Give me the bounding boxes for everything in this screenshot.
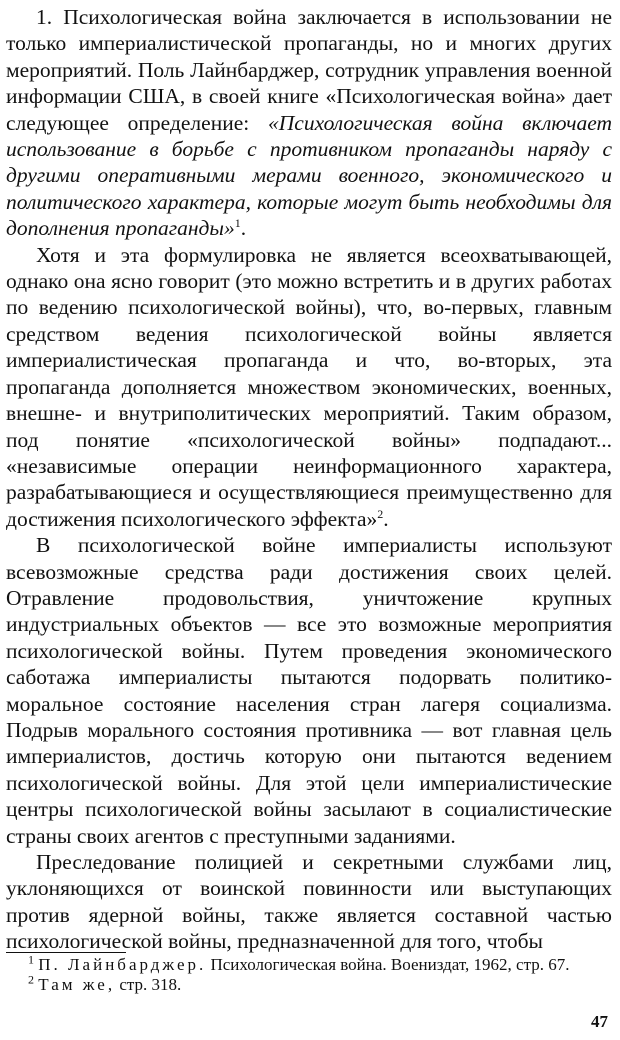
footnote-1-author: П. Лайнбарджер. (38, 955, 207, 974)
footnote-mark-2: 2 (28, 972, 34, 987)
footnote-1-text: Психологическая война. Воениздат, 1962, стр. 67. (206, 955, 570, 974)
paragraph-4: Преследование полицией и секретными службами лиц, уклоняющихся от воинской повинности или выступающих против ядерной войны, также является составной частью психологической войны, предназначенной для того, чтобы (6, 850, 612, 954)
paragraph-1 (6, 4, 612, 242)
footnote-ref-2: 2 (377, 506, 384, 521)
footnote-ref-1: 1 (234, 216, 241, 231)
footnote-2 (6, 972, 612, 995)
footnote-divider (6, 952, 126, 953)
footnote-2-author: Там же, (38, 975, 116, 994)
paragraph-3: В психологической войне империалисты используют всевозможные средства ради достижения своих целей. Отравление продовольствия, уничтожение крупных индустриальных объектов — все это возможные мероприятия психологической войны. Путем проведения экономического саботажа империалисты пытаются подорвать политико-моральное состояние населения стран лагеря социализма. Подрыв морального состояния противника — вот главная цель империалистов, достичь которую они пытаются ведением психологической войны. Для этой цели империалистические центры психологической войны засылают в социалистические страны своих агентов с преступными заданиями. (6, 533, 612, 848)
page-number: 47 (591, 1012, 608, 1031)
paragraph-1-intro: 1. Психологическая война заключается в использовании не только империалистической пропаганды, но и многих других мероприятий. Поль Лайнбарджер, сотрудник управления военной информации США, в своей книге «Психологическая война» дает следующее определение: (6, 5, 612, 135)
footnote-2-text: стр. 318. (115, 975, 182, 994)
paragraph-2-end: . (383, 506, 389, 531)
footnotes (6, 952, 612, 995)
paragraph-1-end: . (240, 216, 247, 241)
definition-quote: «Психологическая война включает использование в борьбе с противником пропаганды наряду с другими оперативными мерами военного, экономического и политического характера, которые могут быть необходимы для дополнения пропаганды» (6, 110, 612, 241)
footnote-1 (6, 952, 612, 975)
paragraph-2 (6, 242, 612, 532)
footnote-mark-1: 1 (28, 952, 34, 967)
main-text (6, 4, 612, 955)
paragraph-2-text: Хотя и эта формулировка не является всеохватывающей, однако она ясно говорит (это можно встретить и в других работах по ведению психологической войны), что, во-первых, главным средством ведения психологической войны является империалистическая пропаганда и что, во-вторых, эта пропаганда дополняется множеством экономических, военных, внешне- и внутриполитических мероприятий. Таким образом, под понятие «психологической войны» подпадают... «независимые операции неинформационного характера, разрабатывающиеся и осуществляющиеся преимущественно для достижения психологического эффекта» (6, 242, 612, 531)
